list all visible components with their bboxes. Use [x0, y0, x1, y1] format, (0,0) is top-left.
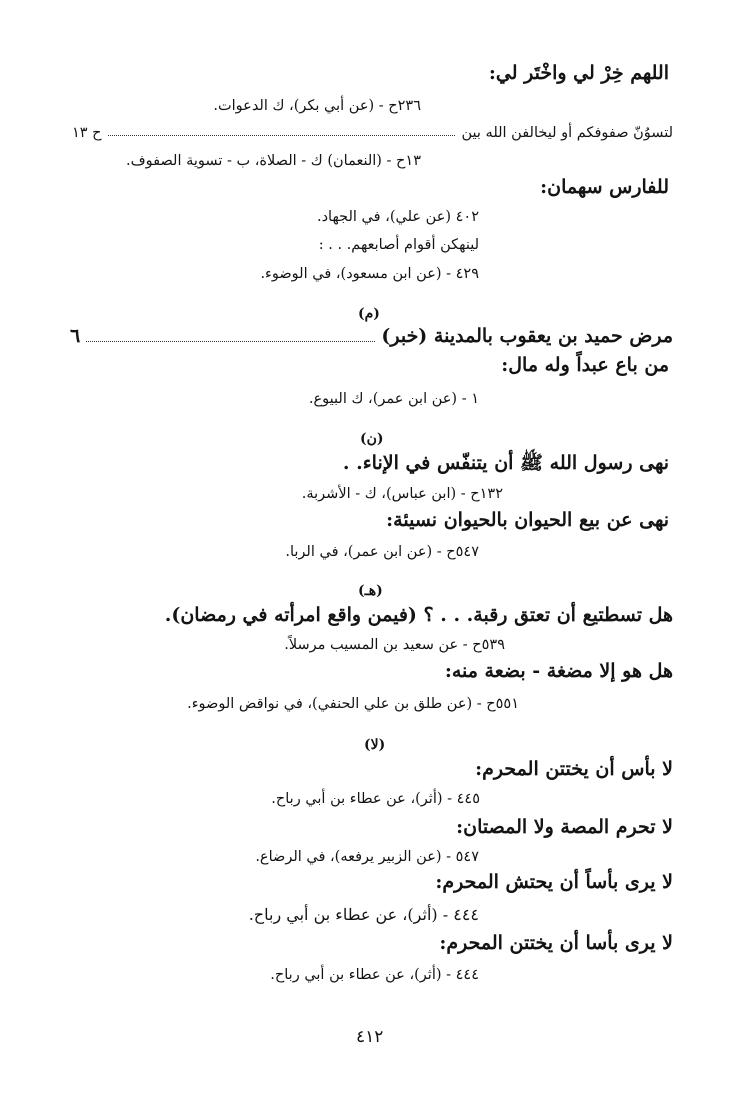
leader-dots	[86, 340, 375, 342]
entry-reference: ٢٣٦ح - (عن أبي بكر)، ك الدعوات.	[213, 98, 421, 114]
entry-heading: من باع عبداً وله مال:	[501, 354, 669, 376]
entry-heading: لا يرى بأساً أن يحتش المحرم:	[435, 871, 673, 893]
toc-text: لتسوُنّ صفوفكم أو ليخالفن الله بين	[461, 125, 673, 141]
entry-reference: ١٣٢ح - (ابن عباس)، ك - الأشربة.	[301, 486, 503, 502]
toc-page-ref: ح ١٣	[72, 125, 102, 141]
entry-heading: لا يرى بأسا أن يختتن المحرم:	[439, 932, 673, 954]
entry-heading: اللهم خِرْ لي واخْتَر لي:	[488, 62, 669, 84]
section-letter: (هـ)	[358, 583, 383, 599]
entry-reference: ٤٤٤ - (أثر)، عن عطاء بن أبي رباح.	[270, 967, 479, 983]
entry-reference: ٥٤٧ح - (عن ابن عمر)، في الربا.	[285, 544, 479, 560]
entry-heading: هل هو إلا مضغة - بضعة منه:	[444, 660, 673, 682]
entry-reference: ٤٢٩ - (عن ابن مسعود)، في الوضوء.	[260, 266, 479, 282]
entry-reference: ٤٤٤ - (أثر)، عن عطاء بن أبي رباح.	[248, 905, 479, 924]
section-letter: (ن)	[360, 431, 384, 447]
entry-reference: ١ - (عن ابن عمر)، ك البيوع.	[308, 391, 479, 407]
entry-heading: لا بأس أن يختتن المحرم:	[475, 758, 673, 780]
entry-heading: نهى عن بيع الحيوان بالحيوان نسيئة:	[386, 509, 669, 531]
section-letter: (لا)	[364, 737, 386, 753]
leader-dots	[108, 134, 456, 136]
entry-reference: ٥٤٧ - (عن الزبير يرفعه)، في الرضاع.	[255, 849, 479, 865]
page-number: ٤١٢	[356, 1027, 384, 1047]
entry-reference: ١٣ح - (النعمان) ك - الصلاة، ب - تسوية الصفوف.	[125, 153, 421, 169]
entry-reference: ٤٤٥ - (أثر)، عن عطاء بن أبي رباح.	[271, 791, 480, 807]
toc-line	[70, 325, 673, 347]
entry-reference: ٥٥١ح - (عن طلق بن علي الحنفي)، في نواقض الوضوء.	[187, 696, 519, 712]
entry-heading: للفارس سهمان:	[540, 176, 669, 198]
entry-reference: ٥٣٩ح - عن سعيد بن المسيب مرسلاً.	[284, 637, 505, 653]
entry-heading: هل تسطتيع أن تعتق رقبة. . . ؟ (فيمن واقع امرأته في رمضان).	[164, 604, 673, 626]
entry-text: لينهكن أقوام أصابعهم. . . :	[318, 237, 479, 253]
toc-page-ref: ٦	[70, 325, 81, 347]
toc-line	[72, 125, 673, 141]
toc-text: مرض حميد بن يعقوب بالمدينة (خبر)	[381, 325, 673, 347]
entry-heading: لا تحرم المصة ولا المصتان:	[456, 816, 673, 838]
entry-heading: نهى رسول الله ﷺ أن يتنفّس في الإناء. .	[342, 452, 669, 474]
section-letter: (م)	[358, 306, 380, 322]
entry-reference: ٤٠٢ (عن علي)، في الجهاد.	[316, 209, 479, 225]
